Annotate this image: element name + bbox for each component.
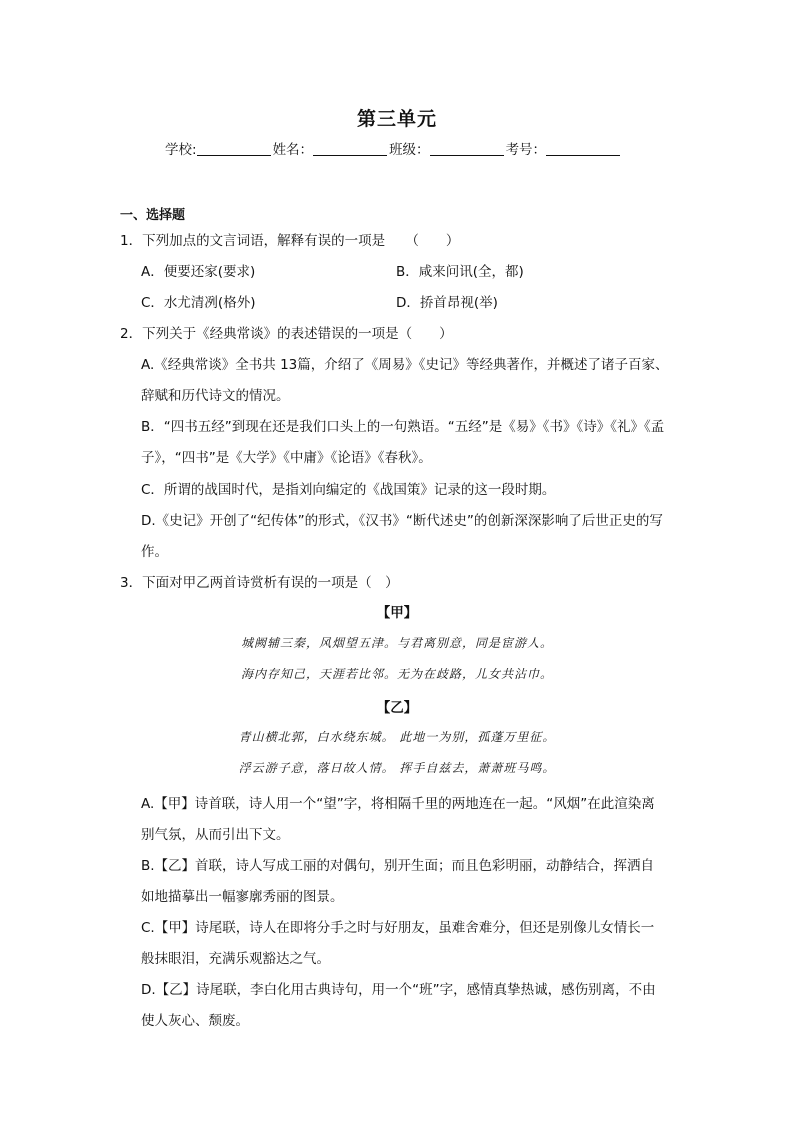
q3-option-c-cont: 般抹眼泪，充满乐观豁达之气。 [141, 951, 330, 967]
q2-stem: 2．下列关于《经典常谈》的表述错误的一项是（ ） [120, 326, 453, 342]
q1-option-a[interactable]: A．便要还家(要求) [141, 264, 256, 280]
q3-option-a-cont: 别气氛，从而引出下文。 [141, 827, 290, 843]
q3-option-d[interactable]: D.【乙】诗尾联，李白化用古典诗句，用一个“班”字，感情真挚热诚，感伤别离，不由 [141, 982, 656, 998]
school-label: 学校: [165, 142, 197, 158]
poem-yi-line-1: 青山横北郭，白水绕东城。 此地一为别，孤蓬万里征。 [238, 730, 556, 744]
page-title: 第三单元 [356, 108, 437, 130]
q3-option-a[interactable]: A.【甲】诗首联，诗人用一个“望”字，将相隔千里的两地连在一起。“风烟”在此渲染离 [141, 796, 655, 812]
q3-option-b[interactable]: B.【乙】首联，诗人写成工丽的对偶句，别开生面；而且色彩明丽，动静结合，挥洒自 [141, 858, 655, 874]
q2-option-b[interactable]: B．“四书五经”到现在还是我们口头上的一句熟语。“五经”是《易》《书》《诗》《礼》《孟 [141, 419, 665, 435]
q2-option-a[interactable]: A.《经典常谈》全书共 13篇，介绍了《周易》《史记》等经典著作，并概述了诸子百家、 [141, 357, 669, 373]
name-blank[interactable] [313, 141, 387, 156]
q1-stem: 1．下列加点的文言词语，解释有误的一项是 （ ） [120, 233, 460, 249]
class-label: 班级： [389, 142, 430, 158]
q3-stem: 3．下面对甲乙两首诗赏析有误的一项是（ ） [120, 575, 399, 591]
poem-jia-line-1: 城阙辅三秦，风烟望五津。与君离别意，同是宦游人。 [240, 636, 553, 650]
number-blank[interactable] [546, 141, 620, 156]
name-label: 姓名： [272, 142, 314, 158]
q2-option-c[interactable]: C．所谓的战国时代，是指刘向编定的《战国策》记录的这一段时期。 [141, 482, 556, 498]
poem-jia-line-2: 海内存知己，天涯若比邻。无为在歧路，儿女共沾巾。 [240, 667, 553, 681]
poem-jia-title: 【甲】 [376, 605, 418, 621]
q2-option-d[interactable]: D.《史记》开创了“纪传体”的形式，《汉书》“断代述史”的创新深深影响了后世正史的写 [141, 513, 663, 529]
poem-yi-title: 【乙】 [376, 700, 418, 716]
q3-option-c[interactable]: C.【甲】诗尾联，诗人在即将分手之时与好朋友，虽难舍难分，但还是别像儿女情长一 [141, 920, 655, 936]
class-blank[interactable] [430, 141, 504, 156]
section-heading: 一、选择题 [120, 208, 186, 223]
q1-option-b[interactable]: B．咸来问讯(全，都) [396, 264, 524, 280]
q2-option-b-cont: 子》，“四书”是《大学》《中庸》《论语》《春秋》。 [141, 450, 432, 466]
q2-option-d-cont: 作。 [141, 544, 168, 560]
q1-option-c[interactable]: C．水尤清冽(格外) [141, 295, 256, 311]
q3-option-d-cont: 使人灰心、颓废。 [141, 1013, 249, 1029]
poem-yi-line-2: 浮云游子意，落日故人情。 挥手自兹去，萧萧班马鸣。 [238, 761, 556, 775]
q2-option-a-cont: 辞赋和历代诗文的情况。 [141, 388, 290, 404]
school-blank[interactable] [197, 141, 271, 156]
q1-option-d[interactable]: D．挢首昂视(举) [396, 295, 498, 311]
q3-option-b-cont: 如地描摹出一幅寥廓秀丽的图景。 [141, 889, 344, 905]
number-label: 考号： [505, 142, 547, 158]
student-info-row [165, 138, 622, 158]
